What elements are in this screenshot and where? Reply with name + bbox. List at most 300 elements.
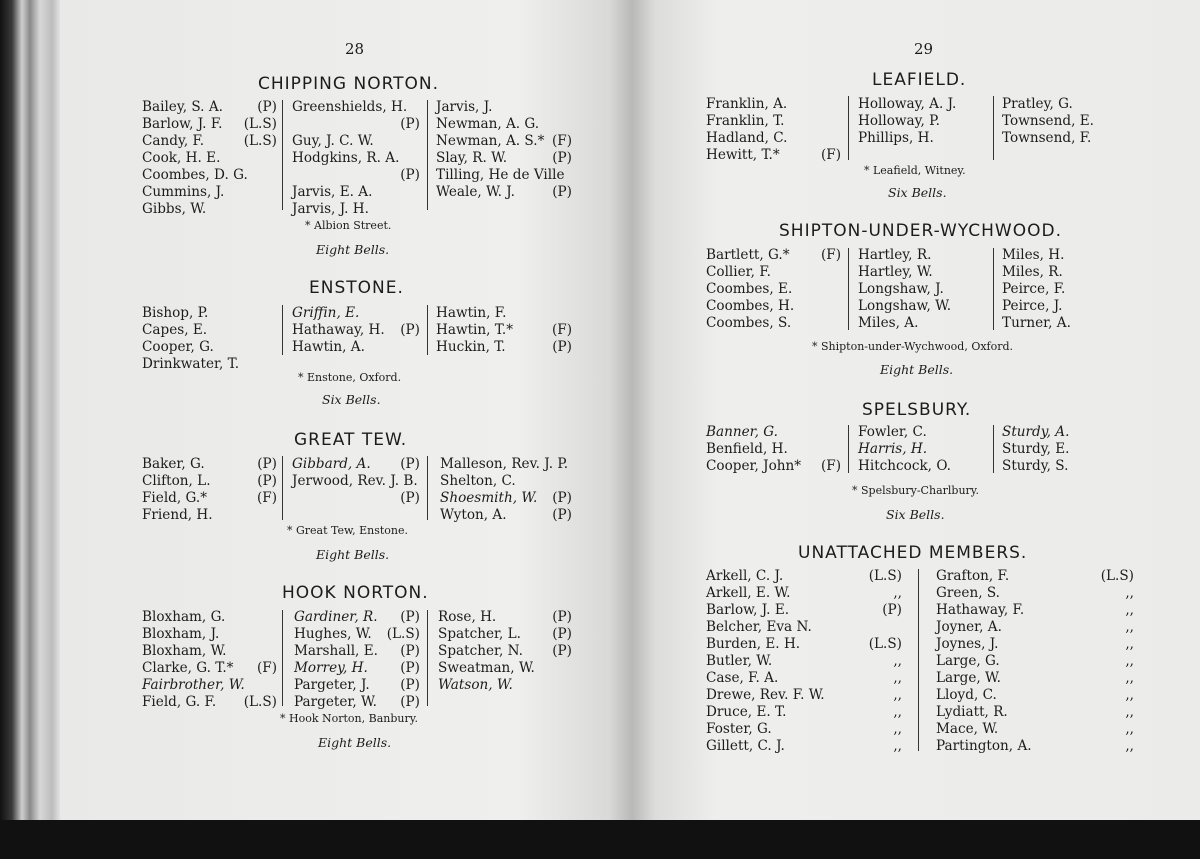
member-entry bbox=[706, 653, 902, 670]
column-divider bbox=[282, 100, 283, 210]
member-entry bbox=[936, 738, 1134, 755]
member-name: Cooper, John* bbox=[706, 458, 802, 474]
member-entry bbox=[294, 677, 420, 694]
member-tag: (F) bbox=[551, 133, 572, 149]
member-name: Marshall, E. bbox=[294, 643, 378, 659]
member-tag: (P) bbox=[257, 99, 277, 115]
member-name: Field, G. F. bbox=[142, 694, 217, 710]
hook-norton-col3 bbox=[438, 609, 572, 694]
member-entry bbox=[292, 167, 420, 184]
member-name: Townsend, E. bbox=[1002, 113, 1094, 129]
member-entry bbox=[142, 201, 277, 218]
member-name: Longshaw, J. bbox=[858, 281, 944, 297]
member-name: Case, F. A. bbox=[706, 670, 779, 686]
member-entry bbox=[706, 147, 841, 164]
member-name: Weale, W. J. bbox=[436, 184, 515, 200]
hook-norton-col2 bbox=[294, 609, 420, 711]
member-entry bbox=[1002, 424, 1132, 441]
member-tag: ,, bbox=[1125, 636, 1134, 652]
member-entry bbox=[292, 133, 420, 150]
section-title-hook-norton: HOOK NORTON. bbox=[282, 583, 429, 603]
member-entry bbox=[706, 424, 841, 441]
member-name: Rose, H. bbox=[438, 609, 497, 625]
member-tag: (P) bbox=[400, 609, 420, 625]
member-entry bbox=[436, 305, 572, 322]
member-entry bbox=[706, 281, 841, 298]
section-title-unattached-members: UNATTACHED MEMBERS. bbox=[798, 543, 1028, 563]
member-entry bbox=[292, 184, 420, 201]
column-divider bbox=[848, 248, 849, 330]
member-name: Gibbs, W. bbox=[142, 201, 207, 217]
member-tag: (L.S) bbox=[386, 626, 420, 642]
member-tag: (F) bbox=[256, 660, 277, 676]
member-name: Lloyd, C. bbox=[936, 687, 997, 703]
member-name: Hathaway, H. bbox=[292, 322, 385, 338]
member-tag: (P) bbox=[552, 150, 572, 166]
member-entry bbox=[936, 670, 1134, 687]
member-tag: (L.S) bbox=[243, 116, 277, 132]
member-entry bbox=[858, 281, 988, 298]
member-name: Slay, R. W. bbox=[436, 150, 508, 166]
member-name: Harris, H. bbox=[858, 441, 928, 457]
member-entry bbox=[142, 490, 277, 507]
member-entry bbox=[292, 456, 420, 473]
spelsbury-bells: Six Bells. bbox=[886, 507, 945, 522]
member-entry bbox=[142, 626, 277, 643]
member-name: Jarvis, J. bbox=[436, 99, 493, 115]
column-divider bbox=[427, 100, 428, 210]
page-number-left: 28 bbox=[345, 40, 365, 58]
spelsbury-col1 bbox=[706, 424, 841, 475]
member-name: Gillett, C. J. bbox=[706, 738, 785, 754]
member-name: Townsend, F. bbox=[1002, 130, 1092, 146]
member-name: Hawtin, T.* bbox=[436, 322, 513, 338]
member-name: Coombes, D. G. bbox=[142, 167, 248, 183]
member-tag: (P) bbox=[552, 609, 572, 625]
leafield-col3 bbox=[1002, 96, 1132, 147]
member-name: Sturdy, A. bbox=[1002, 424, 1070, 440]
member-name: Coombes, E. bbox=[706, 281, 793, 297]
member-entry bbox=[1002, 264, 1132, 281]
member-entry bbox=[706, 298, 841, 315]
member-name: Foster, G. bbox=[706, 721, 772, 737]
member-tag: (P) bbox=[400, 322, 420, 338]
member-name: Pargeter, J. bbox=[294, 677, 370, 693]
member-tag: (P) bbox=[400, 490, 420, 506]
member-entry bbox=[858, 130, 988, 147]
member-entry bbox=[1002, 96, 1132, 113]
member-tag: (P) bbox=[400, 660, 420, 676]
member-entry bbox=[1002, 315, 1132, 332]
member-name: Miles, R. bbox=[1002, 264, 1063, 280]
member-tag: (P) bbox=[552, 643, 572, 659]
member-entry bbox=[438, 660, 572, 677]
member-name: Hathaway, F. bbox=[936, 602, 1025, 618]
member-name: Pargeter, W. bbox=[294, 694, 377, 710]
member-entry bbox=[706, 247, 841, 264]
member-name: Mace, W. bbox=[936, 721, 999, 737]
book-spine-edge bbox=[0, 0, 60, 859]
member-name: Hitchcock, O. bbox=[858, 458, 951, 474]
member-name: Phillips, H. bbox=[858, 130, 934, 146]
shipton-col2 bbox=[858, 247, 988, 332]
enstone-col3 bbox=[436, 305, 572, 356]
member-entry bbox=[936, 653, 1134, 670]
great-tew-col2 bbox=[292, 456, 420, 507]
member-entry bbox=[142, 507, 277, 524]
member-tag: (F) bbox=[820, 458, 841, 474]
shipton-note: * Shipton-under-Wychwood, Oxford. bbox=[812, 340, 1014, 353]
member-name: Hodgkins, R. A. bbox=[292, 150, 400, 166]
member-entry bbox=[858, 247, 988, 264]
member-entry bbox=[706, 636, 902, 653]
member-name: Clarke, G. T.* bbox=[142, 660, 234, 676]
member-entry bbox=[706, 315, 841, 332]
member-entry bbox=[706, 602, 902, 619]
member-entry bbox=[438, 677, 572, 694]
member-name: Hartley, R. bbox=[858, 247, 932, 263]
member-entry bbox=[294, 660, 420, 677]
member-entry bbox=[858, 298, 988, 315]
shipton-col3 bbox=[1002, 247, 1132, 332]
member-name: Collier, F. bbox=[706, 264, 771, 280]
leafield-col2 bbox=[858, 96, 988, 147]
member-name: Bloxham, W. bbox=[142, 643, 227, 659]
member-entry bbox=[142, 660, 277, 677]
member-name: Peirce, J. bbox=[1002, 298, 1063, 314]
member-entry bbox=[142, 694, 277, 711]
member-name: Field, G.* bbox=[142, 490, 208, 506]
column-divider bbox=[993, 96, 994, 160]
member-name: Shelton, C. bbox=[440, 473, 516, 489]
member-entry bbox=[436, 116, 572, 133]
member-entry bbox=[936, 721, 1134, 738]
member-name: Burden, E. H. bbox=[706, 636, 801, 652]
member-entry bbox=[142, 305, 277, 322]
member-name: Spatcher, N. bbox=[438, 643, 523, 659]
member-entry bbox=[706, 441, 841, 458]
member-tag: ,, bbox=[1125, 602, 1134, 618]
member-entry bbox=[706, 721, 902, 738]
column-divider bbox=[993, 248, 994, 330]
column-divider bbox=[918, 569, 919, 751]
member-name: Benfield, H. bbox=[706, 441, 788, 457]
great-tew-bells: Eight Bells. bbox=[316, 547, 390, 562]
member-entry bbox=[292, 322, 420, 339]
member-entry bbox=[294, 609, 420, 626]
member-entry bbox=[142, 184, 277, 201]
enstone-note: * Enstone, Oxford. bbox=[298, 371, 402, 384]
member-entry bbox=[292, 116, 420, 133]
member-entry bbox=[142, 677, 277, 694]
member-entry bbox=[1002, 130, 1132, 147]
member-tag: ,, bbox=[893, 704, 902, 720]
member-tag: ,, bbox=[1125, 738, 1134, 754]
member-tag: ,, bbox=[893, 670, 902, 686]
member-tag: (P) bbox=[257, 456, 277, 472]
member-tag: (P) bbox=[400, 677, 420, 693]
member-name: Spatcher, L. bbox=[438, 626, 521, 642]
member-entry bbox=[1002, 247, 1132, 264]
member-name: Miles, H. bbox=[1002, 247, 1065, 263]
spelsbury-col3 bbox=[1002, 424, 1132, 475]
member-name: Huckin, T. bbox=[436, 339, 506, 355]
member-tag: ,, bbox=[893, 738, 902, 754]
member-entry bbox=[858, 315, 988, 332]
page-number-right: 29 bbox=[914, 40, 934, 58]
column-divider bbox=[848, 96, 849, 160]
member-entry bbox=[706, 619, 902, 636]
great-tew-col1 bbox=[142, 456, 277, 524]
section-title-enstone: ENSTONE. bbox=[309, 278, 404, 298]
member-name: Jarvis, J. H. bbox=[292, 201, 369, 217]
member-name: Hawtin, F. bbox=[436, 305, 507, 321]
member-name: Hadland, C. bbox=[706, 130, 788, 146]
member-name: Franklin, A. bbox=[706, 96, 788, 112]
member-tag: (L.S) bbox=[1100, 568, 1134, 584]
chipping-norton-note: * Albion Street. bbox=[305, 219, 392, 232]
member-entry bbox=[142, 339, 277, 356]
member-entry bbox=[706, 264, 841, 281]
member-name: Malleson, Rev. J. P. bbox=[440, 456, 569, 472]
member-name: Pratley, G. bbox=[1002, 96, 1073, 112]
member-name: Greenshields, H. bbox=[292, 99, 408, 115]
member-name: Candy, F. bbox=[142, 133, 205, 149]
member-name: Wyton, A. bbox=[440, 507, 507, 523]
member-name: Cook, H. E. bbox=[142, 150, 221, 166]
chipping-norton-bells: Eight Bells. bbox=[316, 242, 390, 257]
member-name: Peirce, F. bbox=[1002, 281, 1066, 297]
member-name: Franklin, T. bbox=[706, 113, 785, 129]
member-entry bbox=[936, 619, 1134, 636]
member-tag: (P) bbox=[400, 167, 420, 183]
member-name: Miles, A. bbox=[858, 315, 919, 331]
member-entry bbox=[440, 473, 572, 490]
hook-norton-note: * Hook Norton, Banbury. bbox=[280, 712, 418, 725]
member-entry bbox=[142, 150, 277, 167]
member-name: Cummins, J. bbox=[142, 184, 225, 200]
member-tag: (P) bbox=[882, 602, 902, 618]
great-tew-col3 bbox=[440, 456, 572, 524]
member-tag: (L.S) bbox=[868, 568, 902, 584]
member-entry bbox=[292, 150, 420, 167]
member-name: Bloxham, G. bbox=[142, 609, 226, 625]
member-name: Partington, A. bbox=[936, 738, 1032, 754]
member-tag: (P) bbox=[400, 643, 420, 659]
member-entry bbox=[1002, 441, 1132, 458]
member-tag: ,, bbox=[1125, 687, 1134, 703]
member-name: Jerwood, Rev. J. B. bbox=[292, 473, 418, 489]
member-entry bbox=[936, 687, 1134, 704]
enstone-col1 bbox=[142, 305, 277, 373]
member-name: Bloxham, J. bbox=[142, 626, 220, 642]
member-name: Large, W. bbox=[936, 670, 1001, 686]
chipping-norton-col3 bbox=[436, 99, 572, 201]
member-entry bbox=[706, 670, 902, 687]
spelsbury-col2 bbox=[858, 424, 988, 475]
hook-norton-col1 bbox=[142, 609, 277, 711]
member-name: Belcher, Eva N. bbox=[706, 619, 812, 635]
member-name: Large, G. bbox=[936, 653, 1000, 669]
great-tew-note: * Great Tew, Enstone. bbox=[287, 524, 409, 537]
section-title-great-tew: GREAT TEW. bbox=[294, 430, 408, 450]
member-entry bbox=[436, 150, 572, 167]
member-name: Gibbard, A. bbox=[292, 456, 371, 472]
member-entry bbox=[436, 322, 572, 339]
member-tag: (P) bbox=[552, 507, 572, 523]
member-name: Clifton, L. bbox=[142, 473, 211, 489]
member-name: Bartlett, G.* bbox=[706, 247, 790, 263]
member-entry bbox=[706, 458, 841, 475]
section-title-leafield: LEAFIELD. bbox=[872, 70, 967, 90]
member-entry bbox=[440, 456, 572, 473]
member-name: Sturdy, E. bbox=[1002, 441, 1070, 457]
column-divider bbox=[993, 425, 994, 473]
member-name: Bishop, P. bbox=[142, 305, 209, 321]
member-tag: (F) bbox=[256, 490, 277, 506]
member-entry bbox=[292, 490, 420, 507]
member-entry bbox=[438, 626, 572, 643]
member-tag: ,, bbox=[1125, 704, 1134, 720]
member-entry bbox=[142, 643, 277, 660]
column-divider bbox=[282, 456, 283, 520]
member-entry bbox=[706, 738, 902, 755]
member-tag: (P) bbox=[552, 184, 572, 200]
column-divider bbox=[282, 305, 283, 355]
member-name: Cooper, G. bbox=[142, 339, 214, 355]
member-name: Arkell, C. J. bbox=[706, 568, 784, 584]
member-name: Drewe, Rev. F. W. bbox=[706, 687, 825, 703]
member-entry bbox=[292, 99, 420, 116]
member-name: Newman, A. S.* bbox=[436, 133, 545, 149]
member-tag: (F) bbox=[820, 147, 841, 163]
member-name: Drinkwater, T. bbox=[142, 356, 240, 372]
member-name: Friend, H. bbox=[142, 507, 213, 523]
member-name: Barlow, J. F. bbox=[142, 116, 223, 132]
member-tag: (P) bbox=[552, 490, 572, 506]
member-name: Coombes, S. bbox=[706, 315, 792, 331]
member-tag: (P) bbox=[552, 339, 572, 355]
member-entry bbox=[142, 322, 277, 339]
member-entry bbox=[706, 687, 902, 704]
column-divider bbox=[427, 305, 428, 355]
member-entry bbox=[142, 133, 277, 150]
member-tag: ,, bbox=[893, 653, 902, 669]
member-name: Holloway, A. J. bbox=[858, 96, 957, 112]
member-name: Grafton, F. bbox=[936, 568, 1010, 584]
member-tag: (P) bbox=[400, 694, 420, 710]
member-name: Longshaw, W. bbox=[858, 298, 952, 314]
chipping-norton-col2 bbox=[292, 99, 420, 218]
chipping-norton-col1 bbox=[142, 99, 277, 218]
leafield-note: * Leafield, Witney. bbox=[864, 164, 966, 177]
member-entry bbox=[436, 133, 572, 150]
member-entry bbox=[1002, 458, 1132, 475]
member-name: Hughes, W. bbox=[294, 626, 372, 642]
member-name: Green, S. bbox=[936, 585, 1000, 601]
member-entry bbox=[142, 167, 277, 184]
member-entry bbox=[142, 116, 277, 133]
member-entry bbox=[436, 339, 572, 356]
member-entry bbox=[436, 167, 572, 184]
member-entry bbox=[292, 201, 420, 218]
member-tag: (L.S) bbox=[243, 133, 277, 149]
member-entry bbox=[1002, 298, 1132, 315]
member-entry bbox=[936, 602, 1134, 619]
member-name: Coombes, H. bbox=[706, 298, 795, 314]
shipton-col1 bbox=[706, 247, 841, 332]
member-entry bbox=[142, 473, 277, 490]
column-divider bbox=[427, 610, 428, 706]
member-name: Tilling, He de Ville bbox=[436, 167, 565, 183]
member-name: Hartley, W. bbox=[858, 264, 933, 280]
member-tag: ,, bbox=[1125, 670, 1134, 686]
member-tag: ,, bbox=[893, 585, 902, 601]
member-entry bbox=[294, 694, 420, 711]
member-entry bbox=[292, 305, 420, 322]
member-entry bbox=[936, 585, 1134, 602]
member-name: Fowler, C. bbox=[858, 424, 927, 440]
member-entry bbox=[706, 113, 841, 130]
member-entry bbox=[706, 130, 841, 147]
member-tag: ,, bbox=[893, 721, 902, 737]
member-name: Banner, G. bbox=[706, 424, 778, 440]
member-name: Joyner, A. bbox=[936, 619, 1002, 635]
member-name: Baker, G. bbox=[142, 456, 205, 472]
member-entry bbox=[706, 96, 841, 113]
member-name: Fairbrother, W. bbox=[142, 677, 245, 693]
member-tag: (P) bbox=[257, 473, 277, 489]
member-entry bbox=[706, 568, 902, 585]
member-name: Bailey, S. A. bbox=[142, 99, 223, 115]
member-entry bbox=[858, 441, 988, 458]
member-entry bbox=[292, 339, 420, 356]
member-entry bbox=[440, 507, 572, 524]
section-title-chipping-norton: CHIPPING NORTON. bbox=[258, 74, 440, 94]
member-name: Sturdy, S. bbox=[1002, 458, 1069, 474]
member-tag: (P) bbox=[400, 456, 420, 472]
member-tag: (F) bbox=[820, 247, 841, 263]
member-name: Holloway, P. bbox=[858, 113, 940, 129]
column-divider bbox=[427, 456, 428, 520]
member-name: Newman, A. G. bbox=[436, 116, 540, 132]
member-entry bbox=[936, 704, 1134, 721]
column-divider bbox=[282, 610, 283, 706]
member-name: Turner, A. bbox=[1002, 315, 1071, 331]
member-entry bbox=[142, 609, 277, 626]
member-entry bbox=[936, 636, 1134, 653]
member-name: Morrey, H. bbox=[294, 660, 368, 676]
member-entry bbox=[142, 356, 277, 373]
member-entry bbox=[436, 99, 572, 116]
enstone-bells: Six Bells. bbox=[322, 392, 381, 407]
member-name: Guy, J. C. W. bbox=[292, 133, 374, 149]
member-name: Joynes, J. bbox=[936, 636, 999, 652]
member-entry bbox=[858, 96, 988, 113]
member-entry bbox=[294, 626, 420, 643]
member-tag: (P) bbox=[400, 116, 420, 132]
member-name: Capes, E. bbox=[142, 322, 208, 338]
member-name: Barlow, J. E. bbox=[706, 602, 790, 618]
member-name: Griffin, E. bbox=[292, 305, 360, 321]
shipton-bells: Eight Bells. bbox=[880, 362, 954, 377]
member-entry bbox=[436, 184, 572, 201]
member-name: Arkell, E. W. bbox=[706, 585, 791, 601]
member-tag: (L.S) bbox=[243, 694, 277, 710]
bottom-shadow bbox=[0, 820, 1200, 859]
member-tag: (L.S) bbox=[868, 636, 902, 652]
member-name: Lydiatt, R. bbox=[936, 704, 1008, 720]
